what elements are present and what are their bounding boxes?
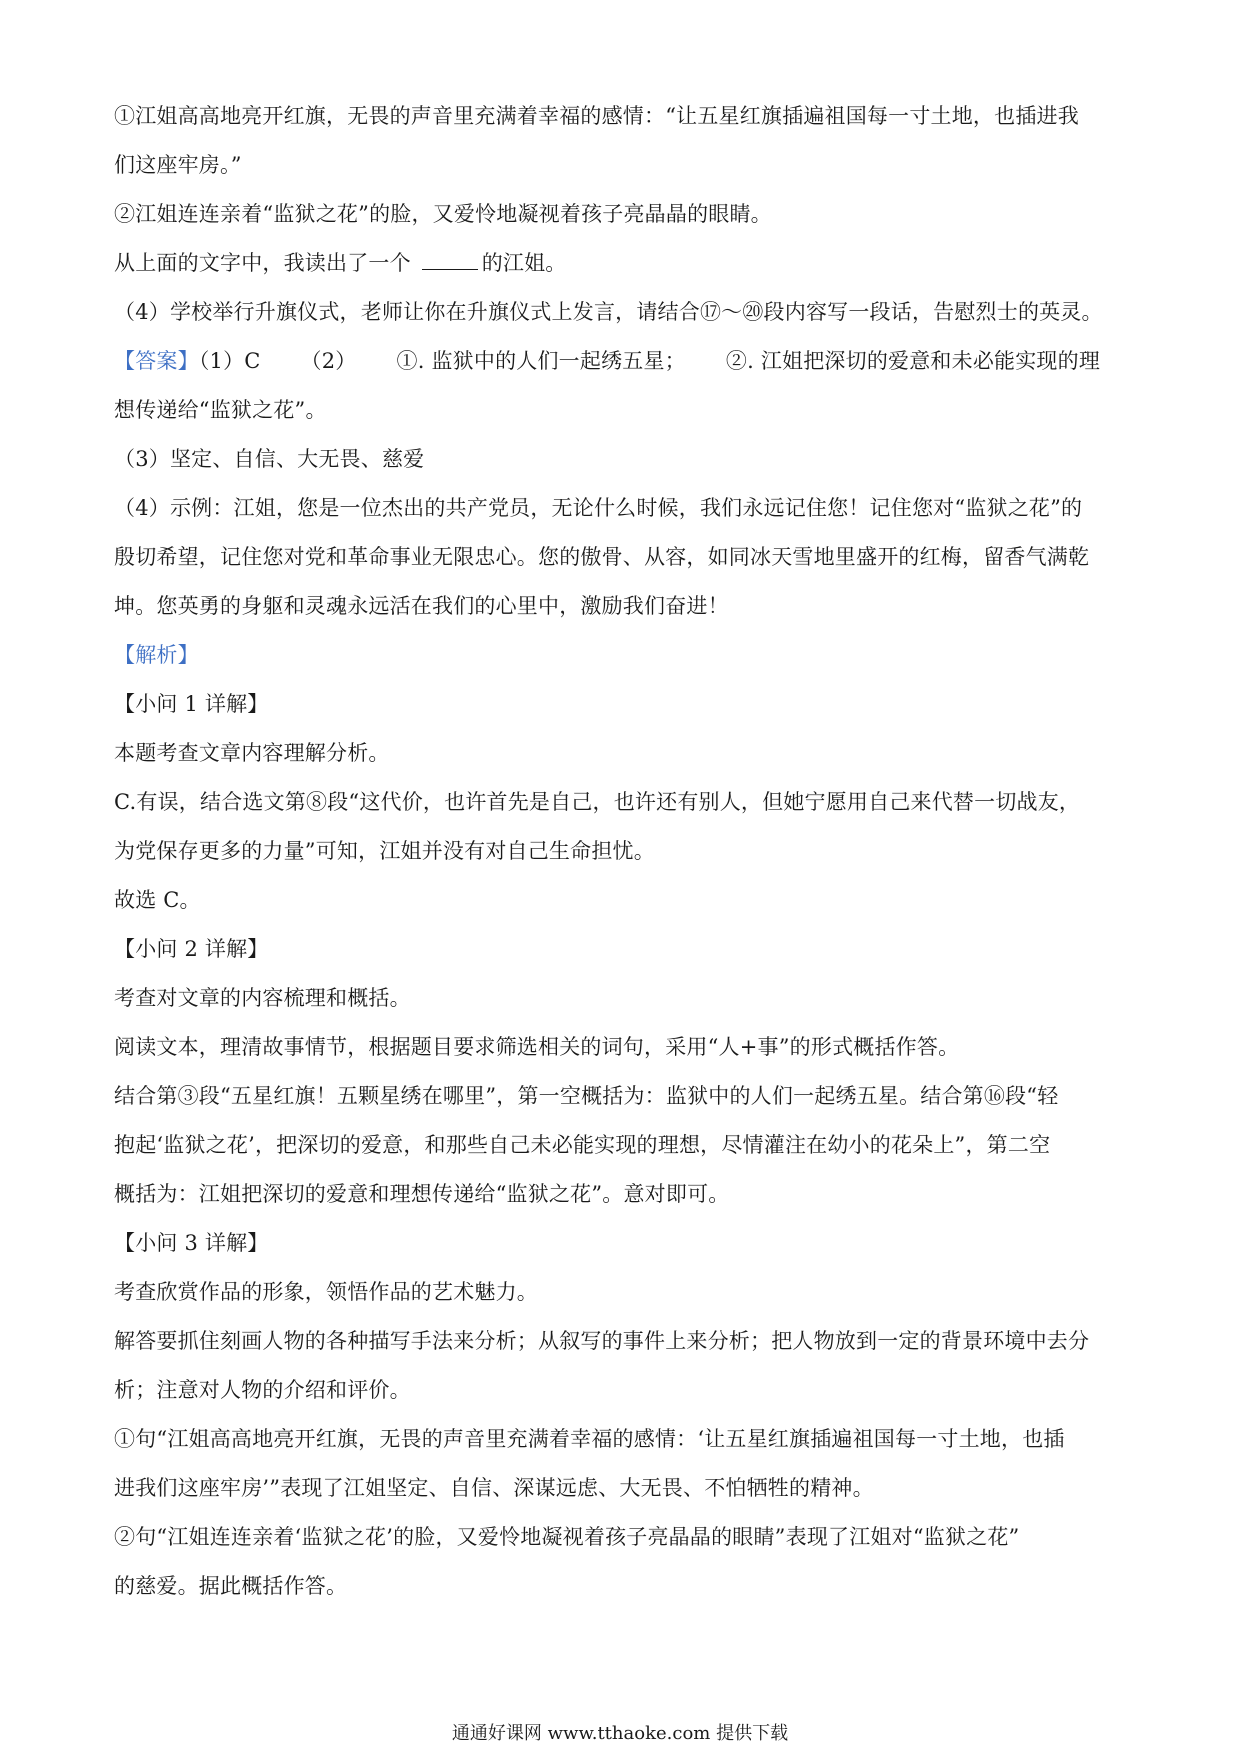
analysis-label: 【解析】 [114, 643, 199, 667]
subquestion-1-line-4: 故选 C。 [114, 888, 201, 912]
answer-line-1 [114, 337, 1138, 386]
answer-2-number: （2） [300, 349, 357, 373]
question-3-sentence-1-line-1: ①江姐高高地亮开红旗，无畏的声音里充满着幸福的感情：“让五星红旗插遍祖国每一寸土地，也插进我 [114, 104, 1079, 128]
subquestion-2-line-5: 概括为：江姐把深切的爱意和理想传递给“监狱之花”。意对即可。 [114, 1182, 730, 1206]
answer-2-continued: 想传递给“监狱之花”。 [114, 398, 327, 422]
subquestion-1-line-3: 为党保存更多的力量”可知，江姐并没有对自己生命担忧。 [114, 839, 655, 863]
subquestion-2-line-4: 抱起‘监狱之花’，把深切的爱意，和那些自己未必能实现的理想，尽情灌注在幼小的花朵上”，第二空 [114, 1133, 1051, 1157]
answer-3: （3）坚定、自信、大无畏、慈爱 [114, 447, 425, 471]
subquestion-2-line-2: 阅读文本，理清故事情节，根据题目要求筛选相关的词句，采用“人+事”的形式概括作答。 [114, 1035, 960, 1059]
subquestion-2-line-3: 结合第③段“五星红旗！五颗星绣在哪里”，第一空概括为：监狱中的人们一起绣五星。结合第⑯段“轻 [114, 1084, 1059, 1108]
answer-blank [422, 251, 478, 270]
subquestion-3-line-3: 析；注意对人物的介绍和评价。 [114, 1378, 411, 1402]
answer-2-part-2: ②. 江姐把深切的爱意和未必能实现的理 [725, 349, 1101, 373]
subquestion-3-line-6: ②句“江姐连连亲着‘监狱之花’的脸，又爱怜地凝视着孩子亮晶晶的眼睛”表现了江姐对“监狱之花” [114, 1525, 1020, 1549]
subquestion-2-line-1: 考查对文章的内容梳理和概括。 [114, 986, 411, 1010]
subquestion-3-line-4: ①句“江姐高高地亮开红旗，无畏的声音里充满着幸福的感情：‘让五星红旗插遍祖国每一寸土地，也插 [114, 1427, 1065, 1451]
subquestion-3-line-2: 解答要抓住刻画人物的各种描写手法来分析；从叙写的事件上来分析；把人物放到一定的背景环境中去分 [114, 1329, 1090, 1353]
answer-1: （1）C [198, 349, 261, 373]
question-4: （4）学校举行升旗仪式，老师让你在升旗仪式上发言，请结合⑰～⑳段内容写一段话，告慰烈士的英灵。 [114, 300, 1103, 324]
subquestion-3-title: 【小问 3 详解】 [114, 1231, 269, 1255]
answer-4-line-1: （4）示例：江姐，您是一位杰出的共产党员，无论什么时候，我们永远记住您！记住您对“监狱之花”的 [114, 496, 1083, 520]
question-3-prompt [114, 239, 1138, 288]
page-footer: 通通好课网 www.tthaoke.com 提供下载 [451, 1723, 789, 1744]
subquestion-3-line-5: 进我们这座牢房’”表现了江姐坚定、自信、深谋远虑、大无畏、不怕牺牲的精神。 [114, 1476, 874, 1500]
subquestion-1-line-2: C.有误，结合选文第⑧段“这代价，也许首先是自己，也许还有别人，但她宁愿用自己来代替一切战友， [114, 790, 1081, 814]
subquestion-1-line-1: 本题考查文章内容理解分析。 [114, 741, 390, 765]
answer-2-part-1: ①. 监狱中的人们一起绣五星； [396, 349, 686, 373]
answer-4-line-3: 坤。您英勇的身躯和灵魂永远活在我们的心里中，激励我们奋进！ [114, 594, 729, 618]
subquestion-2-title: 【小问 2 详解】 [114, 937, 269, 961]
question-3-sentence-2: ②江姐连连亲着“监狱之花”的脸，又爱怜地凝视着孩子亮晶晶的眼睛。 [114, 202, 772, 226]
subquestion-1-title: 【小问 1 详解】 [114, 692, 269, 716]
subquestion-3-line-1: 考查欣赏作品的形象，领悟作品的艺术魅力。 [114, 1280, 538, 1304]
question-3-prompt-after: 的江姐。 [481, 251, 567, 275]
document-body [114, 92, 1138, 1611]
question-3-sentence-1-line-2: 们这座牢房。” [114, 153, 242, 177]
answer-4-line-2: 殷切希望，记住您对党和革命事业无限忠心。您的傲骨、从容，如同冰天雪地里盛开的红梅，留香气满乾 [114, 545, 1090, 569]
question-3-prompt-before: 从上面的文字中，我读出了一个 [114, 251, 418, 275]
subquestion-3-line-7: 的慈爱。据此概括作答。 [114, 1574, 348, 1598]
answer-label: 【答案】 [114, 349, 199, 373]
